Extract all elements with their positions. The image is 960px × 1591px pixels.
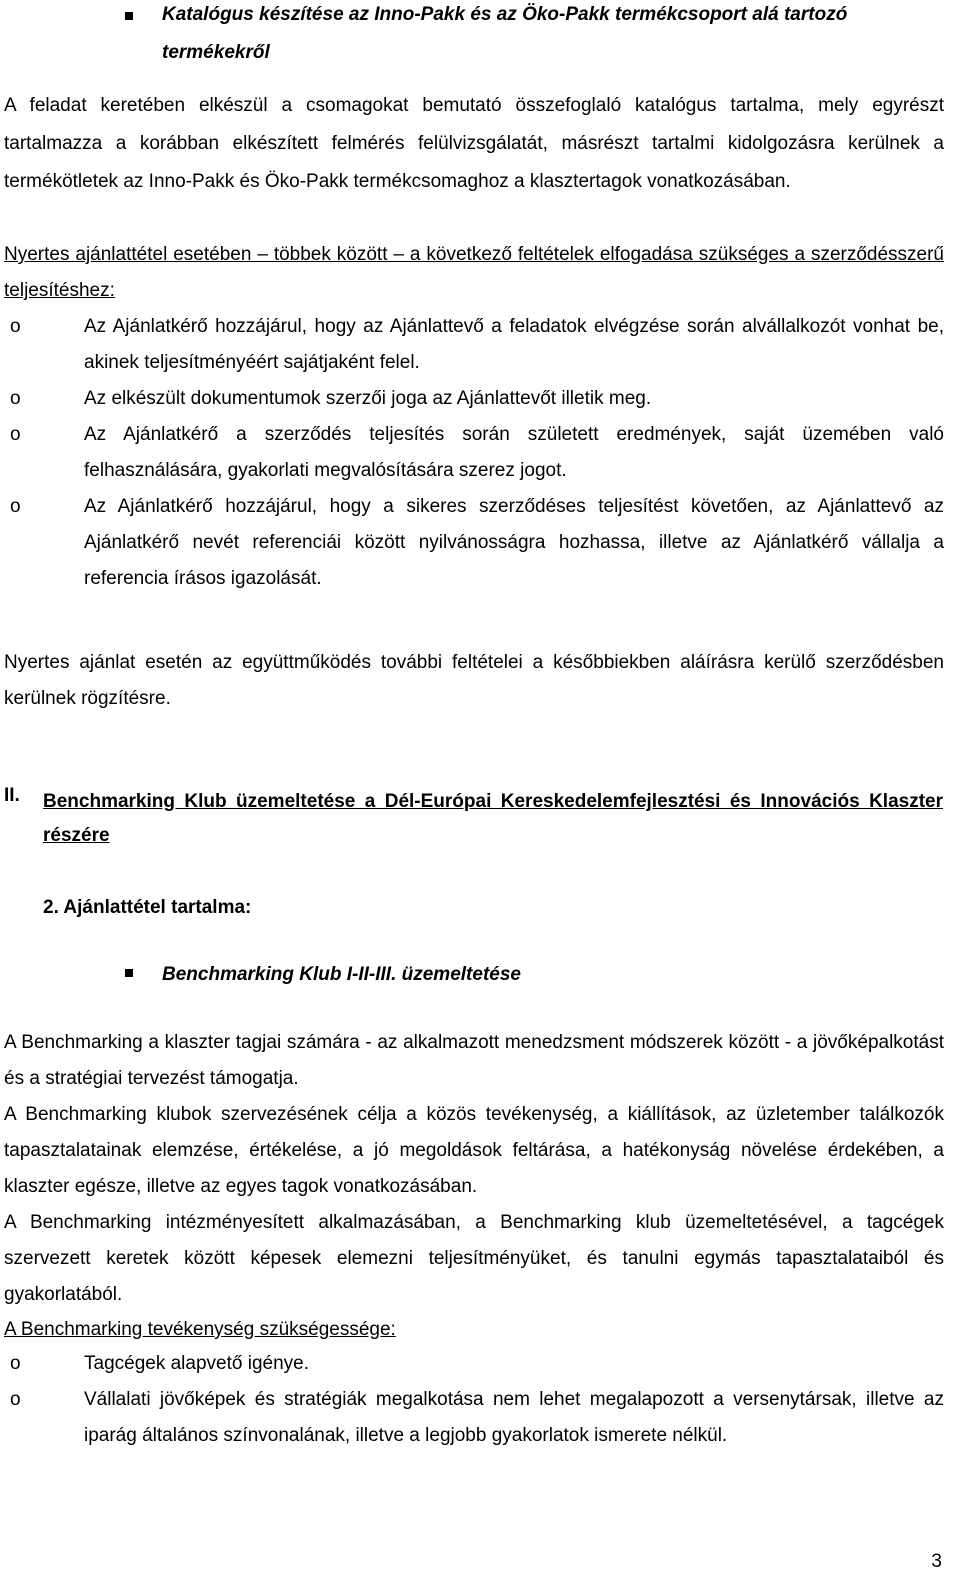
benchmarking-paragraph: A Benchmarking a klaszter tagjai számára - az alkalmazott menedzsment módszerek között - a jövőképalkotást és a stratégiai tervezést támogatja. bbox=[4, 1032, 944, 1089]
benchmarking-heading: Benchmarking Klub I-II-III. üzemeltetése bbox=[162, 964, 521, 985]
square-bullet-icon bbox=[125, 12, 133, 20]
necessity-list bbox=[4, 1346, 944, 1454]
benchmarking-paragraph: A Benchmarking klubok szervezésének célja a közös tevékenység, a kiállítások, az üzletember találkozók tapasztalatainak elemzése, értékelése, a jó megoldások feltárása, a hatékonyság növelése érdekében, a klaszter egésze, illetve az egyes tagok vonatkozásában. bbox=[4, 1104, 944, 1197]
list-marker: o bbox=[10, 1353, 21, 1374]
section-title: Benchmarking Klub üzemeltetése a Dél-Európai Kereskedelemfejlesztési és Innovációs Klaszter részére bbox=[43, 791, 943, 846]
cooperation-paragraph: Nyertes ajánlat esetén az együttműködés további feltételei a későbbiekben aláírásra kerülő szerződésben kerülnek rögzítésre. bbox=[4, 652, 944, 709]
necessity-heading-text: A Benchmarking tevékenység szükségessége: bbox=[4, 1319, 396, 1340]
condition-text: Az Ajánlatkérő hozzájárul, hogy az Ajánlattevő a feladatok elvégzése során alvállalkozót vonhat be, akinek teljesítményéért sajátjaként felel. bbox=[84, 316, 944, 373]
condition-text: Az elkészült dokumentumok szerzői joga az Ajánlattevőt illetik meg. bbox=[84, 388, 652, 409]
conditions-list bbox=[4, 309, 944, 597]
necessity-heading bbox=[4, 1312, 944, 1348]
list-marker: o bbox=[10, 388, 21, 409]
list-item bbox=[4, 1346, 944, 1382]
conditions-intro-text: Nyertes ajánlattétel esetében – többek között – a következő feltételek elfogadása szükséges a szerződésszerű teljesítéshez: bbox=[4, 244, 944, 301]
section-number: II. bbox=[4, 785, 20, 806]
benchmarking-paragraph: A Benchmarking intézményesített alkalmazásában, a Benchmarking klub üzemeltetésével, a tagcégek szervezett keretek között képesek elemezni teljesítményüket, és tanulni egymás tapasztalataiból és gyakorlatából. bbox=[4, 1212, 944, 1305]
list-marker: o bbox=[10, 316, 21, 337]
necessity-text: Tagcégek alapvető igénye. bbox=[84, 1353, 309, 1374]
condition-text: Az Ajánlatkérő a szerződés teljesítés során született eredmények, saját üzemében való felhasználására, gyakorlati megvalósítására szerez jogot. bbox=[84, 424, 944, 481]
square-bullet-icon bbox=[125, 969, 133, 977]
list-item bbox=[4, 489, 944, 597]
list-marker: o bbox=[10, 1389, 21, 1410]
list-marker: o bbox=[10, 496, 21, 517]
necessity-text: Vállalati jövőképek és stratégiák megalkotása nem lehet megalapozott a versenytársak, illetve az iparág általános színvonalának, illetve a legjobb gyakorlatok ismerete nélkül. bbox=[84, 1389, 944, 1446]
list-item bbox=[4, 309, 944, 381]
page-number: 3 bbox=[931, 1551, 942, 1572]
list-item bbox=[4, 417, 944, 489]
list-item bbox=[4, 1382, 944, 1454]
list-item bbox=[4, 381, 944, 417]
catalog-paragraph: A feladat keretében elkészül a csomagokat bemutató összefoglaló katalógus tartalma, mely egyrészt tartalmazza a korábban elkészített felmérés felülvizsgálatát, másrészt tartalmi kidolgozásra kerülnek a termékötletek az Inno-Pakk és Öko-Pakk termékcsomaghoz a klasztertagok vonatkozásában. bbox=[4, 95, 944, 192]
conditions-intro bbox=[4, 237, 944, 309]
subsection-title: 2. Ajánlattétel tartalma: bbox=[43, 897, 252, 918]
catalog-heading: Katalógus készítése az Inno-Pakk és az Öko-Pakk termékcsoport alá tartozó termékekről bbox=[162, 4, 848, 63]
list-marker: o bbox=[10, 424, 21, 445]
condition-text: Az Ajánlatkérő hozzájárul, hogy a sikeres szerződéses teljesítést követően, az Ajánlattevő az Ajánlatkérő nevét referenciái között nyilvánosságra hozhassa, illetve az Ajánlatkérő vállalja a referencia írásos igazolását. bbox=[84, 496, 944, 589]
